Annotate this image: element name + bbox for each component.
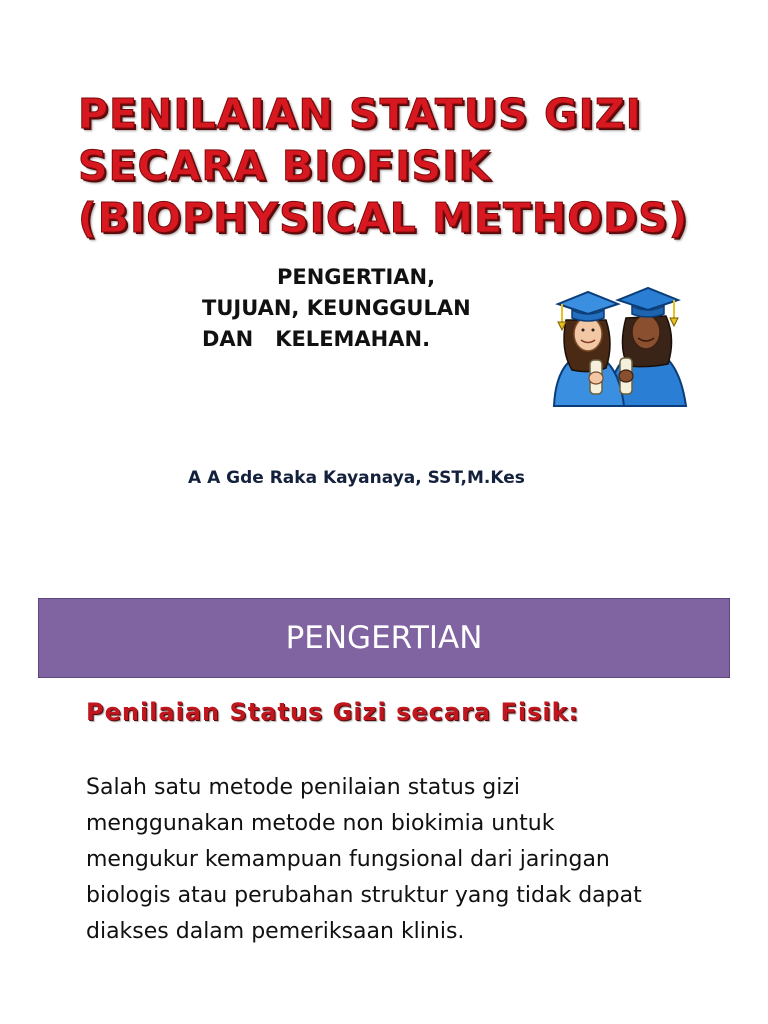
graduates-clipart-icon bbox=[548, 278, 698, 408]
body-line-2: menggunakan metode non biokimia untuk bbox=[86, 811, 555, 836]
banner-label: PENGERTIAN bbox=[285, 620, 483, 656]
body-line-4: biologis atau perubahan struktur yang tidak dapat bbox=[86, 883, 642, 908]
subtitle-line-3: DAN KELEMAHAN. bbox=[202, 327, 431, 351]
body-line-3: mengukur kemampuan fungsional dari jaringan bbox=[86, 847, 610, 872]
title-line-3: (BIOPHYSICAL METHODS) bbox=[78, 194, 689, 242]
body-line-5: diakses dalam pemeriksaan klinis. bbox=[86, 919, 465, 944]
section-title: Penilaian Status Gizi secara Fisik: bbox=[86, 698, 580, 726]
subtitle-line-1: PENGERTIAN, bbox=[277, 265, 436, 289]
section-banner bbox=[38, 598, 730, 678]
content-slide bbox=[0, 580, 768, 1024]
author-name: A A Gde Raka Kayanaya, SST,M.Kes bbox=[188, 468, 525, 488]
subtitle-line-2: TUJUAN, KEUNGGULAN bbox=[202, 296, 471, 320]
title-line-2: SECARA BIOFISIK bbox=[78, 142, 492, 190]
body-paragraph bbox=[86, 770, 706, 950]
main-title bbox=[78, 88, 688, 244]
title-line-1: PENILAIAN STATUS GIZI bbox=[78, 90, 642, 138]
body-line-1: Salah satu metode penilaian status gizi bbox=[86, 775, 521, 800]
subtitle bbox=[202, 262, 471, 355]
